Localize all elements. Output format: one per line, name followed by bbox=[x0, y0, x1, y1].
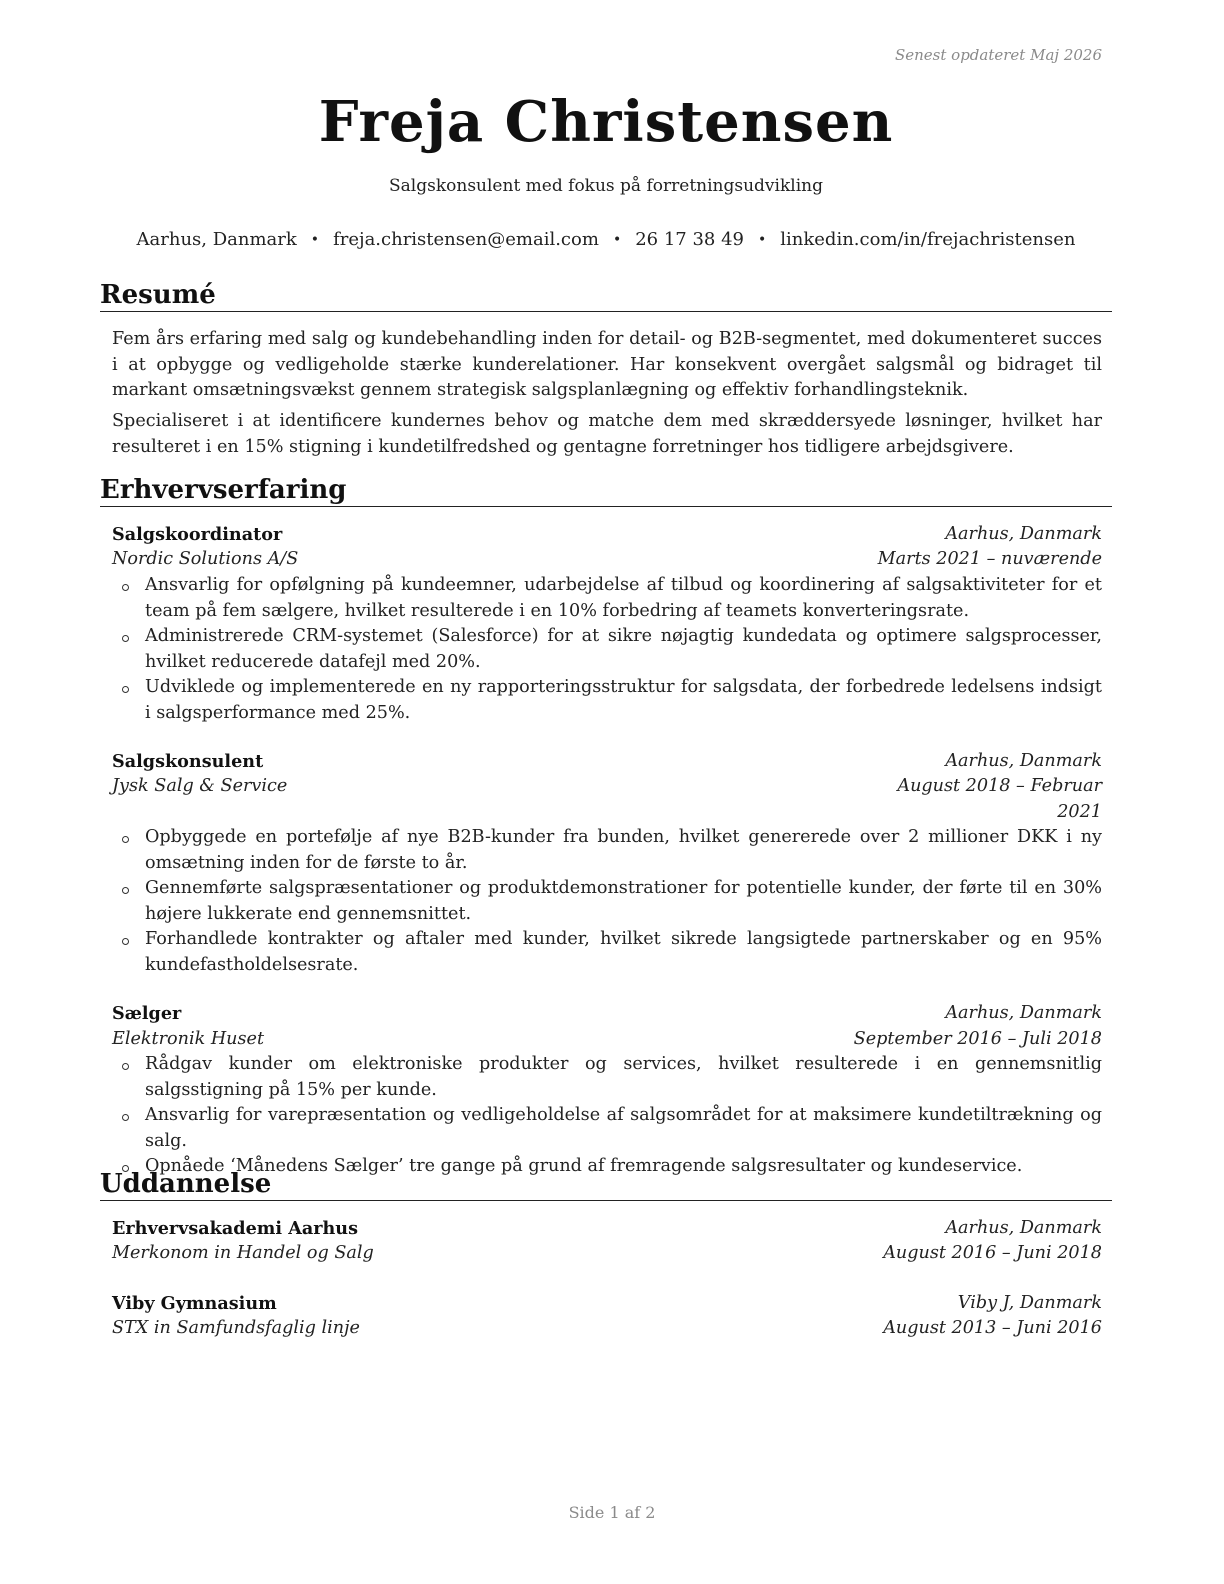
tagline: Salgskonsulent med fokus på forretningsudvikling bbox=[389, 176, 823, 196]
list-item bbox=[112, 927, 1102, 978]
contact-location: Aarhus, Danmark bbox=[136, 229, 297, 250]
list-item bbox=[112, 573, 1102, 624]
list-item bbox=[112, 825, 1102, 876]
bullet-circle-icon bbox=[122, 938, 129, 945]
school-degree: Merkonom in Handel og Salg bbox=[112, 1243, 374, 1263]
bullet-text: Opbyggede en portefølje af nye B2B-kunder fra bunden, hvilket genererede over 2 millioner DKK i ny omsætning inden for de første to år. bbox=[145, 827, 1102, 873]
bullet-text: Ansvarlig for opfølgning på kundeemner, udarbejdelse af tilbud og koordinering af salgsaktiviteter for et team på fem sælgere, hvilket resulterede i en 10% forbedring af teamets konverteringsrate. bbox=[145, 575, 1102, 621]
last-updated-note: Senest opdateret Maj 2026 bbox=[894, 46, 1102, 64]
list-item bbox=[112, 1103, 1102, 1154]
section-title-experience: Erhvervserfaring bbox=[100, 475, 1112, 507]
school-degree: STX in Samfundsfaglig linje bbox=[112, 1318, 360, 1338]
list-item bbox=[112, 876, 1102, 927]
bullet-text: Rådgav kunder om elektroniske produkter og services, hvilket resulterede i en gennemsnitlig salgsstigning på 15% per kunde. bbox=[145, 1054, 1102, 1100]
school-name: Viby Gymnasium bbox=[112, 1293, 277, 1314]
job-company: Elektronik Huset bbox=[112, 1029, 265, 1049]
contact-phone: 26 17 38 49 bbox=[635, 229, 744, 250]
job-role: Salgskoordinator bbox=[112, 524, 283, 545]
job-role: Sælger bbox=[112, 1003, 182, 1024]
job-location: Aarhus, Danmark bbox=[945, 524, 1102, 544]
school-dates: August 2016 – Juni 2018 bbox=[883, 1243, 1102, 1263]
bullet-text: Opnåede ‘Månedens Sælger’ tre gange på grund af fremragende salgsresultater og kundeservice. bbox=[145, 1156, 1023, 1176]
job-dates: September 2016 – Juli 2018 bbox=[853, 1029, 1102, 1049]
separator-dot: • bbox=[758, 232, 767, 248]
separator-dot: • bbox=[310, 232, 320, 248]
bullet-circle-icon bbox=[122, 635, 129, 642]
candidate-name: Freja Christensen bbox=[318, 89, 894, 155]
job-bullets bbox=[112, 573, 1102, 726]
section-title-education: Uddannelse bbox=[100, 1169, 1112, 1201]
school-location: Viby J, Danmark bbox=[957, 1293, 1102, 1313]
bullet-text: Gennemførte salgspræsentationer og produktdemonstrationer for potentielle kunder, der førte til en 30% højere lukkerate end gennemsnittet. bbox=[145, 878, 1102, 924]
bullet-circle-icon bbox=[122, 584, 129, 591]
bullet-text: Ansvarlig for varepræsentation og vedligeholdelse af salgsområdet for at maksimere kundetiltrækning og salg. bbox=[145, 1105, 1102, 1151]
list-item bbox=[112, 675, 1102, 726]
list-item bbox=[112, 624, 1102, 675]
job-company: Jysk Salg & Service bbox=[112, 776, 288, 796]
summary-paragraph: Fem års erfaring med salg og kundebehandling inden for detail- og B2B-segmentet, med dokumenteret succes i at opbygge og vedligeholde stærke kunderelationer. Har konsekvent overgået salgsmål og bidraget til markant omsætningsvækst gennem strategisk salgsplanlægning og effektiv forhandlingsteknik. bbox=[112, 329, 1102, 400]
job-role: Salgskonsulent bbox=[112, 751, 264, 772]
contact-email[interactable]: freja.christensen@email.com bbox=[333, 229, 599, 250]
page-number: Side 1 af 2 bbox=[568, 1503, 656, 1522]
school-location: Aarhus, Danmark bbox=[945, 1218, 1102, 1238]
school-dates: August 2013 – Juni 2016 bbox=[883, 1318, 1102, 1338]
job-bullets bbox=[112, 1052, 1102, 1180]
contact-linkedin[interactable]: linkedin.com/in/frejachristensen bbox=[780, 229, 1076, 250]
list-item bbox=[112, 1052, 1102, 1103]
job-dates: Marts 2021 – nuværende bbox=[877, 549, 1102, 569]
job-dates: August 2018 – Februar bbox=[897, 776, 1102, 796]
bullet-circle-icon bbox=[122, 836, 129, 843]
contact-line bbox=[100, 229, 1112, 250]
section-title-summary: Resumé bbox=[100, 280, 1112, 312]
job-location: Aarhus, Danmark bbox=[945, 751, 1102, 771]
bullet-text: Udviklede og implementerede en ny rapporteringsstruktur for salgsdata, der forbedrede ledelsens indsigt i salgsperformance med 25%. bbox=[145, 677, 1102, 723]
bullet-text: Administrerede CRM-systemet (Salesforce) for at sikre nøjagtig kundedata og optimere salgsprocesser, hvilket reducerede datafejl med 20%. bbox=[145, 626, 1102, 672]
job-company: Nordic Solutions A/S bbox=[112, 549, 299, 569]
bullet-circle-icon bbox=[122, 1114, 129, 1121]
summary-paragraph: Specialiseret i at identificere kundernes behov og matche dem med skræddersyede løsninger, hvilket har resulteret i en 15% stigning i kundetilfredshed og gentagne forretninger hos tidligere arbejdsgivere. bbox=[112, 411, 1102, 457]
job-dates-continued: 2021 bbox=[1057, 802, 1102, 822]
separator-dot: • bbox=[612, 232, 622, 248]
job-bullets bbox=[112, 825, 1102, 978]
bullet-circle-icon bbox=[122, 1063, 129, 1070]
bullet-text: Forhandlede kontrakter og aftaler med kunder, hvilket sikrede langsigtede partnerskaber og en 95% kundefastholdelsesrate. bbox=[145, 929, 1102, 975]
job-location: Aarhus, Danmark bbox=[945, 1003, 1102, 1023]
school-name: Erhvervsakademi Aarhus bbox=[112, 1218, 359, 1239]
bullet-circle-icon bbox=[122, 686, 129, 693]
bullet-circle-icon bbox=[122, 887, 129, 894]
